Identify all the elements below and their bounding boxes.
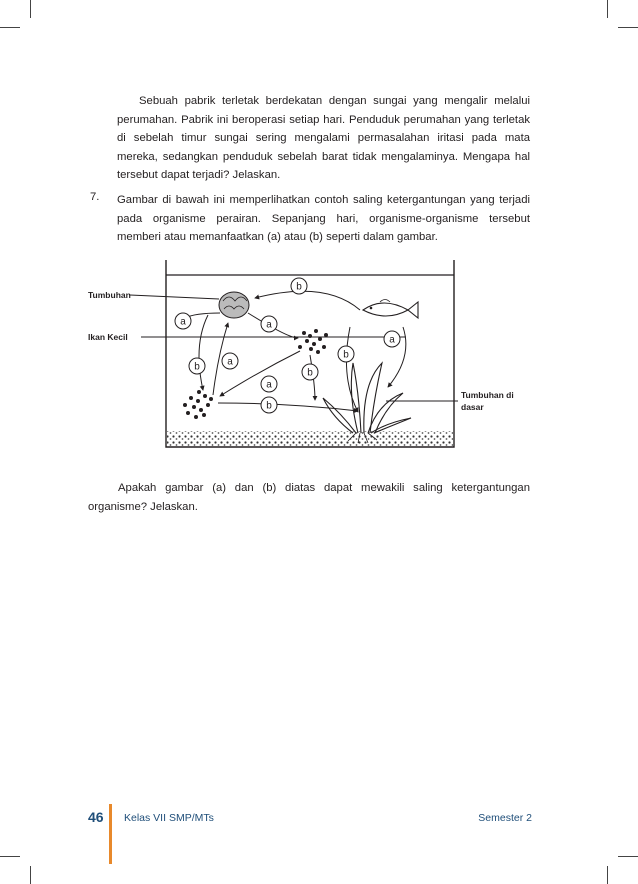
problem-7-number: 7. [90,191,100,203]
crop-mark [0,27,20,28]
small-fish-cluster [298,329,328,354]
marker-b [338,346,354,362]
svg-text:a: a [389,334,395,346]
svg-text:b: b [194,361,200,373]
floating-plant-icon [219,292,249,318]
crop-mark [607,866,608,884]
page-number: 46 [88,809,104,825]
marker-b [189,358,205,374]
crop-mark [607,0,608,18]
marker-a [222,353,238,369]
marker-a [175,313,191,329]
label-bottom-plant: dasar [461,402,484,412]
svg-text:b: b [343,349,349,361]
marker-b [302,364,318,380]
problem-6-text: Sebuah pabrik terletak berdekatan dengan sungai yang mengalir melalui perumahan. Pabrik ini beroperasi setiap hari. Penduduk perumahan yang terletak di sebelah timur sungai sering mengalami permasalahan iritasi pada mata mereka, sedangkan penduduk sebelah barat tidak mengalaminya. Mengapa hal tersebut dapat terjadi? Jelaskan. [117,95,530,182]
footer-book-title: Kelas VII SMP/MTs [124,812,214,824]
crop-mark [30,866,31,884]
marker-a [261,316,277,332]
crop-mark [618,856,638,857]
problem-7-text: Gambar di bawah ini memperlihatkan contoh saling ketergantungan yang terjadi pada organisme perairan. Sepanjang hari, organisme-organisme tersebut memberi atau memanfaatkan (a) atau (b) seperti dalam gambar. [117,194,530,244]
crop-mark [618,27,638,28]
marker-b [261,397,277,413]
marker-a [261,376,277,392]
tank-outline [166,260,454,447]
svg-text:b: b [266,400,272,412]
label-small-fish: Ikan Kecil [88,332,128,342]
plankton-cluster [183,390,213,419]
svg-text:a: a [227,356,233,368]
fish-icon [363,300,418,319]
question-text: Apakah gambar (a) dan (b) diatas dapat mewakili saling ketergantungan organisme? Jelaskan. [88,482,530,513]
gravel-bed [167,431,453,446]
svg-text:b: b [307,367,313,379]
svg-text:a: a [180,316,186,328]
crop-mark [0,856,20,857]
footer-divider [109,804,112,864]
marker-b [291,278,307,294]
svg-text:a: a [266,319,272,331]
footer-semester: Semester 2 [478,812,532,824]
label-bottom-plant: Tumbuhan di [461,390,514,400]
crop-mark [30,0,31,18]
svg-text:b: b [296,281,302,293]
label-plant: Tumbuhan [88,290,131,300]
marker-a [384,331,400,347]
aquarium-diagram [88,255,538,460]
svg-text:a: a [266,379,272,391]
